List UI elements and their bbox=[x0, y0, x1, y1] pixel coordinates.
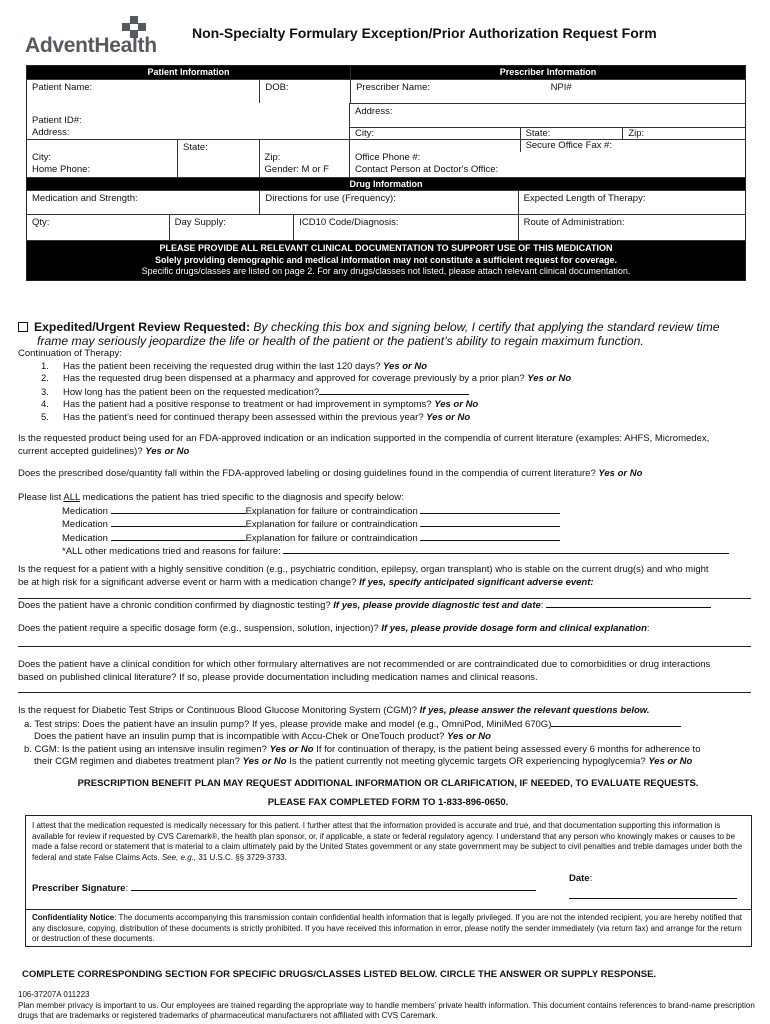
prescriber-state-field[interactable]: State: bbox=[520, 128, 623, 139]
sensitive-condition-question bbox=[18, 564, 758, 589]
chronic-question-text: Does the patient have a chronic condition confirmed by diagnostic testing? bbox=[18, 600, 334, 611]
item-question: Has the patient had a positive response to treatment or had improvement in symptoms? bbox=[63, 399, 435, 410]
secure-fax-field[interactable]: Secure Office Fax #: bbox=[520, 140, 745, 152]
form-title: Non-Specialty Formulary Exception/Prior Authorization Request Form bbox=[192, 25, 657, 41]
dose-answer-options[interactable]: Yes or No bbox=[598, 468, 643, 479]
cgm-question-text: Is the request for Diabetic Test Strips or Continuous Blood Glucose Monitoring System (CGM)? bbox=[18, 705, 420, 716]
fax-notice: PLEASE FAX COMPLETED FORM TO 1-833-896-0650. bbox=[267, 797, 509, 808]
other-medications-label: *ALL other medications tried and reasons for failure: bbox=[62, 546, 284, 557]
dose-question-text: Does the prescribed dose/quantity fall within the FDA-approved labeling or dosing guidelines found in the compendia of current literature? bbox=[18, 468, 599, 479]
confidentiality-label: Confidentiality Notice bbox=[32, 913, 115, 922]
formulary-alternatives-question bbox=[18, 659, 758, 684]
item-answer-options[interactable]: Yes or No bbox=[527, 373, 572, 384]
item-number: 4. bbox=[41, 399, 49, 410]
form-code: 106-37207A 011223 bbox=[18, 990, 90, 999]
expedited-checkbox[interactable] bbox=[18, 322, 28, 332]
item-answer-options[interactable]: Yes or No bbox=[434, 399, 479, 410]
continuation-item bbox=[41, 399, 758, 412]
notice-line-3: Specific drugs/classes are listed on page 2. For any drugs/classes not listed, please attach relevant clinical documentation. bbox=[141, 266, 631, 276]
date-row: Date: bbox=[569, 873, 593, 884]
sensitive-question-line-2: be at high risk for a significant adverse event or harm with a medication change? bbox=[18, 576, 360, 588]
confidentiality-box bbox=[25, 909, 752, 947]
cgm-continuation-question: If for continuation of therapy, is the patient being assessed every 6 months for adherence to bbox=[313, 743, 701, 755]
continuation-list bbox=[18, 361, 758, 425]
other-medications-row bbox=[62, 545, 758, 559]
attestation-see: See, e.g., bbox=[161, 852, 197, 862]
attestation-text: I attest that the medication requested is medically necessary for this patient. I further attest that the information provided is accurate and true, and that documentation supporting this information is available for review if requested by CVS Caremark®, the health plan sponsor, or, if applicable, a state or federal regulatory agency. I understand that any person who knowingly makes or causes to be made a false record or statement that is material to a claim ultimately paid by the United States government or any state government may be subject to civil penalties and treble damages under both the federal and state False Claims Acts. bbox=[32, 821, 743, 862]
cgm-insulin-question: b. CGM: Is the patient using an intensive insulin regimen? bbox=[24, 743, 270, 755]
day-supply-field[interactable]: Day Supply: bbox=[169, 215, 294, 240]
zip-gender-group bbox=[259, 140, 349, 177]
date-label: Date bbox=[569, 873, 590, 884]
attestation-box bbox=[25, 815, 752, 910]
patient-id-address-group bbox=[27, 103, 349, 139]
patient-city-field[interactable]: City: bbox=[32, 152, 51, 163]
item-question: Has the patient’s need for continued therapy been assessed within the previous year? bbox=[63, 411, 427, 423]
item-number: 3. bbox=[41, 386, 49, 398]
patient-name-field[interactable]: Patient Name: bbox=[32, 82, 93, 93]
item-number: 1. bbox=[41, 360, 49, 372]
chronic-answer-blank[interactable] bbox=[546, 599, 711, 608]
office-phone-field[interactable]: Office Phone #: bbox=[355, 152, 421, 163]
insulin-pump-model-blank[interactable] bbox=[551, 718, 681, 727]
drug-info-header: Drug Information bbox=[27, 178, 745, 190]
privacy-footer-text: Plan member privacy is important to us. Our employees are trained regarding the appropriate way to handle members’ private health information. This document contains references to brand-name prescription drugs that are trademarks or registered trademarks of pharmaceutical manufacturers not affiliated with CVS Caremark. bbox=[18, 1000, 755, 1020]
complete-section-notice: COMPLETE CORRESPONDING SECTION FOR SPECIFIC DRUGS/CLASSES LISTED BELOW. CIRCLE THE ANSWER OR SUPPLY RESPONSE. bbox=[22, 969, 657, 980]
dosage-answer-prompt: If yes, please provide dosage form and clinical explanation bbox=[381, 623, 647, 634]
explanation-label: Explanation for failure or contraindication bbox=[245, 505, 421, 517]
incompatible-pump-answer[interactable]: Yes or No bbox=[446, 731, 491, 742]
medication-rows bbox=[18, 505, 758, 559]
glycemic-targets-question: Is the patient currently not meeting glycemic targets OR experiencing hypoglycemia? bbox=[286, 756, 649, 767]
cgm-section bbox=[18, 705, 758, 769]
cgm-insulin-answer[interactable]: Yes or No bbox=[269, 743, 314, 755]
patient-address-field[interactable]: Address: bbox=[32, 127, 70, 138]
medication-label: Medication bbox=[62, 505, 111, 517]
patient-city-phone-group bbox=[27, 140, 177, 177]
explanation-blank[interactable] bbox=[420, 505, 560, 514]
fda-question-line-2: current accepted guidelines)? bbox=[18, 445, 146, 457]
medication-row bbox=[62, 532, 758, 546]
patient-zip-field[interactable]: Zip: bbox=[264, 152, 281, 163]
contact-person-field[interactable]: Contact Person at Doctor's Office: bbox=[355, 164, 499, 175]
expedited-text-1: By checking this box and signing below, I certify that applying the standard review time bbox=[250, 320, 720, 334]
cgm-adherence-answer[interactable]: Yes or No bbox=[242, 756, 287, 767]
medication-blank[interactable] bbox=[111, 505, 246, 514]
incompatible-pump-question: Does the patient have an insulin pump that is incompatible with Accu-Chek or OneTouch product? bbox=[34, 731, 447, 742]
medications-tried-section bbox=[18, 492, 758, 559]
notice-line-2: Solely providing demographic and medical information may not constitute a sufficient request for coverage. bbox=[154, 254, 618, 265]
explanation-label: Explanation for failure or contraindication bbox=[245, 519, 421, 530]
sensitive-answer-prompt: If yes, specify anticipated significant adverse event: bbox=[359, 576, 594, 588]
glycemic-targets-answer[interactable]: Yes or No bbox=[648, 756, 693, 767]
plan-request-notice: PRESCRIPTION BENEFIT PLAN MAY REQUEST ADDITIONAL INFORMATION OR CLARIFICATION, IF NEEDED, TO EVALUATE REQUESTS. bbox=[77, 778, 699, 789]
continuation-item bbox=[41, 411, 758, 425]
expected-length-field[interactable]: Expected Length of Therapy: bbox=[518, 191, 745, 214]
continuation-section bbox=[18, 348, 758, 424]
sensitive-question-line-1: Is the request for a patient with a highly sensitive condition (e.g., psychiatric condition, epilepsy, organ transplant) who is stable on the current drug(s) and who might bbox=[18, 564, 709, 575]
footer bbox=[18, 990, 758, 1022]
other-medications-blank[interactable] bbox=[283, 545, 729, 554]
prescriber-signature-label: Prescriber Signature bbox=[32, 883, 126, 894]
signature-row: Prescriber Signature: bbox=[32, 882, 536, 895]
icd10-field[interactable]: ICD10 Code/Diagnosis: bbox=[293, 215, 517, 240]
item-answer-blank[interactable] bbox=[319, 386, 469, 395]
medication-blank[interactable] bbox=[111, 532, 246, 541]
alternatives-answer-line[interactable] bbox=[18, 692, 751, 693]
notice-line-1: PLEASE PROVIDE ALL RELEVANT CLINICAL DOCUMENTATION TO SUPPORT USE OF THIS MEDICATION bbox=[159, 243, 613, 253]
dosage-question-text: Does the patient require a specific dosage form (e.g., suspension, solution, injection)? bbox=[18, 623, 382, 634]
dose-question bbox=[18, 468, 758, 481]
prescriber-name-field[interactable]: Prescriber Name: bbox=[350, 80, 545, 103]
continuation-item bbox=[41, 360, 758, 374]
office-contact-group bbox=[349, 140, 745, 177]
route-field[interactable]: Route of Administration: bbox=[518, 215, 745, 240]
prescriber-address-field[interactable]: Address: bbox=[350, 103, 745, 127]
fda-question bbox=[18, 433, 758, 458]
medication-blank[interactable] bbox=[111, 518, 246, 527]
continuation-heading: Continuation of Therapy: bbox=[18, 348, 122, 359]
test-strips-question: a. Test strips: Does the patient have an insulin pump? If yes, please provide make and model (e.g., OmniPod, MiniMed 670G) bbox=[24, 718, 552, 730]
chronic-condition-question: Does the patient have a chronic condition confirmed by diagnostic testing? If yes, please provide diagnostic test and date: bbox=[18, 599, 758, 613]
expedited-section bbox=[18, 320, 758, 348]
dosage-form-question: Does the patient require a specific dosage form (e.g., suspension, solution, injection)? If yes, please provide dosage form and clinical explanation: bbox=[18, 623, 650, 634]
patient-info-header: Patient Information bbox=[27, 66, 350, 79]
qty-field[interactable]: Qty: bbox=[32, 217, 50, 228]
medications-list-prompt-post: medications the patient has tried specific to the diagnosis and specify below: bbox=[79, 492, 404, 503]
prescriber-zip-field[interactable]: Zip: bbox=[622, 128, 745, 139]
cgm-adherence-question: their CGM regimen and diabetes treatment plan? bbox=[34, 756, 243, 767]
alternatives-question-line-1: Does the patient have a clinical condition for which other formulary alternatives are not recommended or are contraindicated due to comorbidities or drug interactions bbox=[18, 659, 711, 670]
attestation-usc: 31 U.S.C. §§ 3729-3733. bbox=[196, 852, 287, 862]
continuation-item bbox=[41, 386, 758, 400]
medication-label: Medication bbox=[62, 519, 111, 530]
item-question: Has the patient been receiving the requested drug within the last 120 days? bbox=[63, 360, 384, 372]
directions-field[interactable]: Directions for use (Frequency): bbox=[259, 191, 517, 214]
date-line[interactable] bbox=[569, 898, 737, 899]
patient-state-field[interactable]: State: bbox=[177, 140, 259, 177]
dosage-answer-line[interactable] bbox=[18, 646, 751, 647]
prescriber-address-group bbox=[349, 103, 745, 139]
continuation-item bbox=[41, 373, 758, 386]
dob-field[interactable]: DOB: bbox=[259, 80, 350, 103]
gender-field[interactable]: Gender: M or F bbox=[264, 164, 329, 175]
prescriber-signature-line[interactable] bbox=[131, 882, 536, 891]
request-info-table bbox=[26, 65, 746, 281]
explanation-blank[interactable] bbox=[420, 532, 560, 541]
adventhealth-logo bbox=[25, 14, 185, 59]
item-question: How long has the patient been on the requested medication? bbox=[63, 386, 320, 398]
prescriber-info-header: Prescriber Information bbox=[350, 66, 745, 79]
item-answer-options[interactable]: Yes or No bbox=[426, 411, 471, 423]
logo-wordmark: AdventHealth bbox=[25, 34, 157, 57]
explanation-blank[interactable] bbox=[420, 518, 560, 527]
fda-answer-options[interactable]: Yes or No bbox=[145, 445, 190, 457]
chronic-answer-prompt: If yes, please provide diagnostic test and date bbox=[333, 600, 541, 611]
patient-id-field[interactable]: Patient ID#: bbox=[32, 115, 82, 126]
medication-row bbox=[62, 518, 758, 532]
medications-list-prompt-all: ALL bbox=[63, 492, 80, 503]
item-question: Has the requested drug been dispensed at a pharmacy and approved for coverage previously by a prior plan? bbox=[63, 373, 528, 384]
clinical-documentation-notice bbox=[27, 241, 745, 280]
item-number: 5. bbox=[41, 411, 49, 423]
medication-label: Medication bbox=[62, 532, 111, 544]
npi-field[interactable]: NPI# bbox=[550, 82, 572, 93]
item-number: 2. bbox=[41, 373, 49, 384]
expedited-text-2: frame may seriously jeopardize the life or health of the patient or the patient’s ability to regain maximum function. bbox=[37, 334, 644, 348]
expedited-label: Expedited/Urgent Review Requested: bbox=[34, 320, 251, 334]
cgm-answer-prompt: If yes, please answer the relevant questions below. bbox=[419, 705, 650, 716]
home-phone-field[interactable]: Home Phone: bbox=[32, 164, 91, 175]
item-answer-options[interactable]: Yes or No bbox=[383, 360, 428, 372]
medications-list-prompt-pre: Please list bbox=[18, 492, 64, 503]
explanation-label: Explanation for failure or contraindication bbox=[245, 532, 421, 544]
confidentiality-text: : The documents accompanying this transmission contain confidential health information that is legally privileged. If you are not the intended recipient, you are hereby notified that any disclosure, copying, distribution of these documents is strictly prohibited. If you have received this information in error, please notify the sender immediately (via return fax) and arrange for the return or destruction of these documents. bbox=[32, 913, 743, 943]
alternatives-question-line-2: based on published clinical literature? If so, please provide documentation including medication names and clinical reasons. bbox=[18, 671, 538, 683]
medication-strength-field[interactable]: Medication and Strength: bbox=[32, 193, 138, 204]
fda-question-line-1: Is the requested product being used for an FDA-approved indication or an indication supported in the compendia of current literature (examples: AHFS, Micromedex, bbox=[18, 433, 710, 444]
medication-row bbox=[62, 505, 758, 519]
prescriber-city-field[interactable]: City: bbox=[355, 128, 374, 139]
